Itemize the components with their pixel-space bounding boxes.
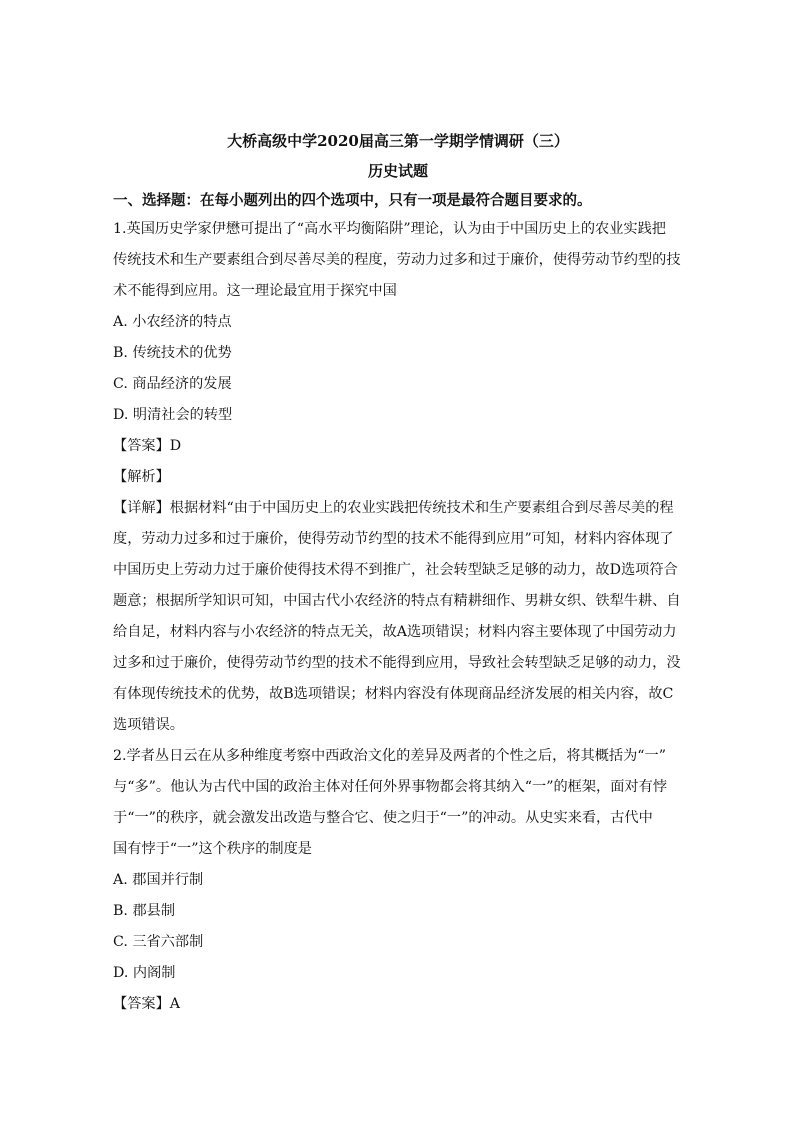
- section-heading: 一、选择题：在每小题列出的四个选项中，只有一项是最符合题目要求的。: [113, 192, 592, 209]
- q2-stem-line: 国有悖于“一”这个秩序的制度是: [113, 841, 312, 857]
- q1-detail-line: 选项错误。: [113, 717, 184, 733]
- q1-option-d: D. 明清社会的转型: [113, 407, 233, 423]
- question-2: [113, 741, 683, 1020]
- q1-option-a: A. 小农经济的特点: [113, 314, 232, 330]
- q2-stem-line: 与“多”。他认为古代中国的政治主体对任何外界事物都会将其纳入“一”的框架，面对有悖: [113, 779, 667, 795]
- q1-detail-line: 【详解】根据材料“由于中国历史上的农业实践把传统技术和生产要素组合到尽善尽美的程: [113, 500, 674, 516]
- q1-detail-line: 中国历史上劳动力过于廉价使得技术得不到推广，社会转型缺乏足够的动力，故D选项符合: [113, 562, 678, 578]
- q1-detail-line: 题意；根据所学知识可知，中国古代小农经济的特点有精耕细作、男耕女织、铁犁牛耕、自: [113, 593, 681, 609]
- q2-option-a: A. 郡国并行制: [113, 872, 204, 888]
- q2-stem-line: 2.学者丛日云在从多种维度考察中西政治文化的差异及两者的个性之后，将其概括为“一”: [113, 748, 666, 764]
- q1-option-b: B. 传统技术的优势: [113, 345, 232, 361]
- q1-option-c: C. 商品经济的发展: [113, 376, 232, 392]
- document-page: [113, 128, 683, 1020]
- q1-detail-line: 过多和过于廉价，使得劳动节约型的技术不能得到应用，导致社会转型缺乏足够的动力，没: [113, 655, 681, 671]
- exam-subtitle: 历史试题: [367, 162, 428, 180]
- q1-stem-line: 1.英国历史学家伊懋可提出了“高水平均衡陷阱”理论，认为由于中国历史上的农业实践把: [113, 221, 666, 237]
- q1-stem-line: 术不能得到应用。这一理论最宜用于探究中国: [113, 283, 397, 299]
- q1-detail-line: 给自足，材料内容与小农经济的特点无关，故A选项错误；材料内容主要体现了中国劳动力: [113, 624, 677, 640]
- q2-answer: 【答案】A: [113, 996, 180, 1012]
- exam-title: 大桥高级中学2020届高三第一学期学情调研（三）: [227, 132, 569, 150]
- question-1: [113, 214, 683, 741]
- q2-option-d: D. 内阁制: [113, 965, 176, 981]
- q1-detail-line: 有体现传统技术的优势，故B选项错误；材料内容没有体现商品经济发展的相关内容，故C: [113, 686, 674, 702]
- q1-analysis-label: 【解析】: [113, 469, 170, 485]
- q2-option-b: B. 郡县制: [113, 903, 176, 919]
- q2-stem-line: 于“一”的秩序，就会激发出改造与整合它、使之归于“一”的冲动。从史实来看，古代中: [113, 810, 653, 826]
- q1-stem-line: 传统技术和生产要素组合到尽善尽美的程度，劳动力过多和过于廉价，使得劳动节约型的技: [113, 252, 681, 268]
- q2-option-c: C. 三省六部制: [113, 934, 204, 950]
- q1-detail-line: 度，劳动力过多和过于廉价，使得劳动节约型的技术不能得到应用”可知，材料内容体现了: [113, 531, 674, 547]
- q1-answer: 【答案】D: [113, 438, 182, 454]
